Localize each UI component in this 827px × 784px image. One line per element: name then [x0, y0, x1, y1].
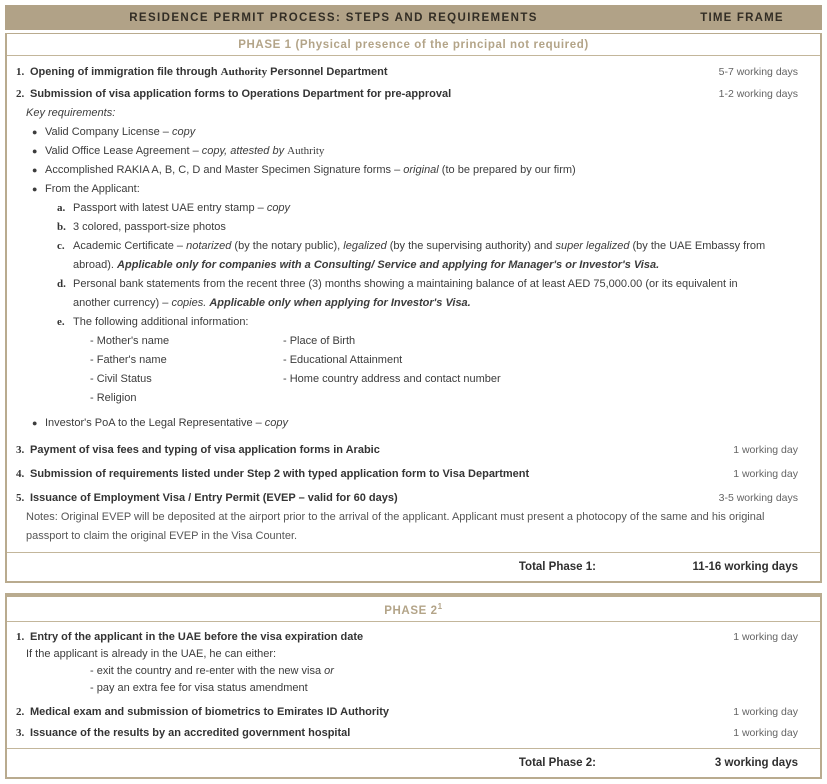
step-number: 3. [16, 726, 25, 739]
phase2-step-1 [7, 629, 820, 646]
applicant-item-a [7, 199, 820, 218]
step-number: 3. [16, 444, 25, 456]
requirement-text: Valid Company License – copy [45, 126, 196, 138]
info-item: - Educational Attainment [283, 354, 403, 366]
phase2-step-3 [7, 725, 820, 742]
requirement-item [7, 414, 820, 433]
item-letter: b. [57, 221, 66, 233]
time-frame-value: 1 working day [733, 468, 798, 480]
item-text: Academic Certificate – notarized (by the notary public), legalized (by the supervising authority) and super legalized (by the UAE Embassy from abroad). Applicable only for companies with a Consulting/ Service and applying for Manager's or Investor's Visa. [73, 240, 766, 271]
step-number: 5. [16, 492, 25, 504]
requirement-text: From the Applicant: [45, 183, 140, 195]
bullet-icon: ● [32, 165, 38, 175]
phase2-section [5, 593, 822, 779]
additional-info-row [7, 351, 820, 370]
applicant-item-b [7, 218, 820, 237]
phase2-step-2 [7, 704, 820, 721]
phase2-header-text: PHASE 2 [384, 604, 438, 617]
phase1-header: PHASE 1 (Physical presence of the principal not required) [7, 34, 820, 56]
item-letter: a. [57, 202, 66, 214]
applicant-item-e [7, 313, 820, 332]
step-text: Submission of requirements listed under Step 2 with typed application form to Visa Department [30, 468, 530, 480]
requirement-item [7, 161, 820, 180]
step-number: 1. [16, 630, 25, 643]
key-requirements-label: Key requirements: [26, 107, 116, 119]
requirement-text: Valid Office Lease Agreement – copy, attested by Authrity [45, 145, 325, 157]
phase1-content [7, 56, 820, 552]
info-item: - Civil Status [90, 373, 152, 385]
info-item: - Home country address and contact number [283, 373, 501, 385]
phase2-total-row [7, 748, 820, 777]
step-text: Issuance of Employment Visa / Entry Permit (EVEP – valid for 60 days) [30, 492, 398, 504]
time-frame-value: 1 working day [733, 444, 798, 456]
phase1-total-row [7, 552, 820, 581]
phase1-step-5 [7, 489, 820, 508]
phase1-step-2 [7, 85, 820, 104]
step-text: Opening of immigration file through Authority Personnel Department [30, 66, 388, 78]
table-header-band [5, 5, 822, 30]
requirement-item [7, 180, 820, 199]
step-text: Payment of visa fees and typing of visa application forms in Arabic [30, 444, 380, 456]
step-text: Entry of the applicant in the UAE before the visa expiration date [30, 630, 364, 643]
additional-info-row [7, 370, 820, 389]
time-frame-value: 1 working day [733, 726, 798, 739]
additional-info-row [7, 389, 820, 408]
phase2-footnote-mark: 1 [437, 602, 443, 611]
applicant-item-c [7, 237, 820, 275]
info-item: - Father's name [90, 354, 167, 366]
phase1-step-4 [7, 465, 820, 484]
requirement-text: Accomplished RAKIA A, B, C, D and Master Specimen Signature forms – original (to be prepared by our firm) [45, 164, 576, 176]
info-item: - Religion [90, 392, 137, 404]
info-item: - Place of Birth [283, 335, 356, 347]
item-letter: d. [57, 278, 66, 290]
total-value: 11-16 working days [692, 561, 798, 573]
step1-subtext: If the applicant is already in the UAE, he can either: [26, 647, 277, 660]
requirement-item [7, 142, 820, 161]
total-label: Total Phase 1: [518, 561, 596, 573]
time-frame-value: 1 working day [733, 630, 798, 643]
item-letter: c. [57, 240, 65, 252]
additional-info-row [7, 332, 820, 351]
step-number: 4. [16, 468, 25, 480]
time-frame-value: 3-5 working days [718, 492, 798, 504]
bullet-icon: ● [32, 418, 38, 428]
item-text: The following additional information: [73, 316, 249, 328]
phase1-section [5, 33, 822, 583]
step5-notes: Notes: Original EVEP will be deposited at the airport prior to the arrival of the applicant. Applicant must present a photocopy of the same and his original passport to claim the original EVEP in the Visa Counter. [26, 511, 765, 542]
step-text: Issuance of the results by an accredited government hospital [30, 726, 351, 739]
step-text: Medical exam and submission of biometrics to Emirates ID Authority [30, 705, 390, 718]
requirement-item [7, 123, 820, 142]
phase1-step-1 [7, 63, 820, 82]
applicant-item-d [7, 275, 820, 313]
step-number: 2. [16, 705, 25, 718]
step1-option: - exit the country and re-enter with the new visa or [90, 664, 334, 677]
phase2-header [7, 597, 820, 622]
item-text: Passport with latest UAE entry stamp – copy [73, 202, 291, 214]
phase2-content [7, 622, 820, 748]
step-number: 2. [16, 88, 25, 100]
page-title: RESIDENCE PERMIT PROCESS: STEPS AND REQUIREMENTS [129, 11, 538, 24]
step1-option: - pay an extra fee for visa status amendment [90, 681, 308, 694]
bullet-icon: ● [32, 146, 38, 156]
bullet-icon: ● [32, 127, 38, 137]
time-frame-value: 5-7 working days [718, 66, 798, 78]
item-text: 3 colored, passport-size photos [73, 221, 226, 233]
item-letter: e. [57, 316, 65, 328]
requirement-text: Investor's PoA to the Legal Representative – copy [45, 417, 289, 429]
time-frame-value: 1-2 working days [718, 88, 798, 100]
total-label: Total Phase 2: [518, 756, 596, 769]
info-item: - Mother's name [90, 335, 170, 347]
time-frame-value: 1 working day [733, 705, 798, 718]
total-value: 3 working days [714, 756, 798, 769]
step-text: Submission of visa application forms to Operations Department for pre-approval [30, 88, 452, 100]
phase1-step-3 [7, 441, 820, 460]
item-text: Personal bank statements from the recent three (3) months showing a maintaining balance of at least AED 75,000.00 (or its equivalent in another currency) – copies. Applicable only when applying for Investor's Visa. [73, 278, 738, 309]
bullet-icon: ● [32, 184, 38, 194]
time-frame-column-header: TIME FRAME [700, 11, 784, 24]
step-number: 1. [16, 66, 25, 78]
